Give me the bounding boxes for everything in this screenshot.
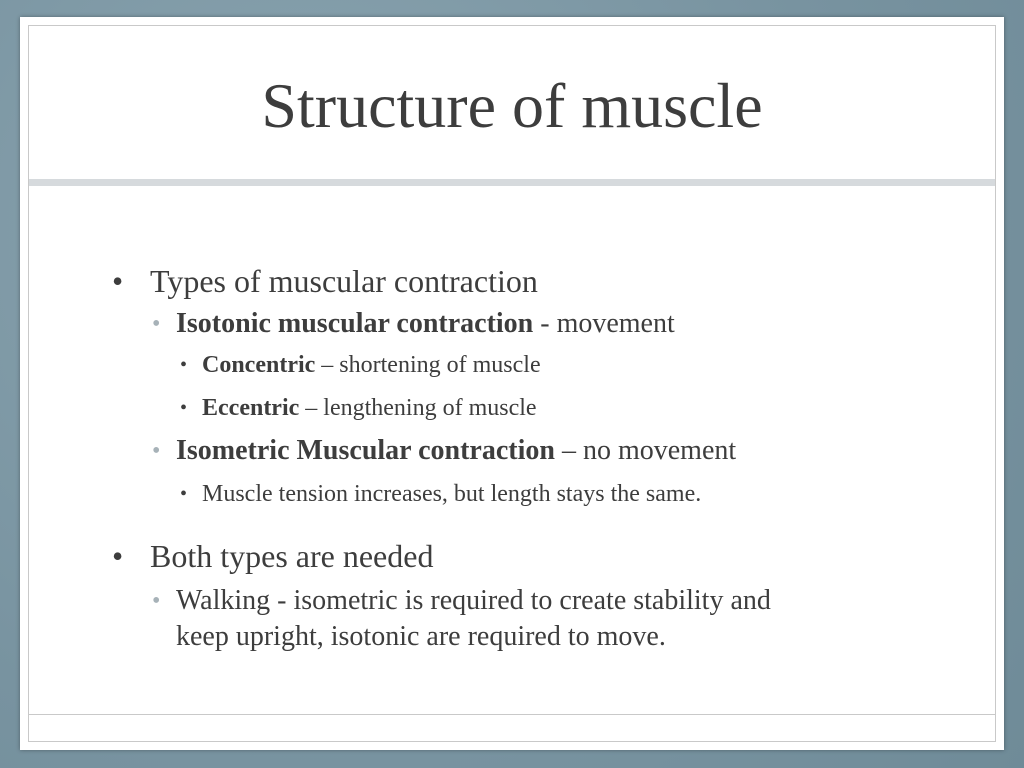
bullet-text: – no movement [554,435,737,466]
bullet-types-of-contraction [108,261,908,301]
footer-divider [29,714,995,715]
bullet-isotonic [108,306,908,342]
bullet-concentric [108,349,908,381]
bullet-icon: • [152,311,161,337]
bullet-term: Concentric [202,352,316,378]
bullet-isometric [108,433,908,469]
slide-title: Structure of muscle [261,70,763,141]
bullet-term: Eccentric [202,395,300,421]
bullet-text-line-2: keep upright, isotonic are required to move. [176,621,666,652]
bullet-text: Both types are needed [150,538,434,574]
bullet-icon: • [152,438,161,464]
bullet-term: Isometric Muscular contraction [176,435,555,466]
slide-content [108,245,908,655]
bullet-icon: • [112,538,124,574]
bullet-icon: • [180,397,188,419]
bullet-icon: • [180,354,188,376]
bullet-icon: • [152,588,161,614]
bullet-text: Types of muscular contraction [150,263,538,299]
slide [20,17,1004,750]
bullet-eccentric [108,392,908,424]
bullet-tension [108,478,908,510]
bullet-term: Isotonic muscular contraction [176,308,534,339]
bullet-text: – lengthening of muscle [299,395,537,421]
bullet-both-types [108,536,908,576]
bullet-text-line-1: Walking - isometric is required to create stability and [176,585,771,616]
title-divider [29,179,995,186]
bullet-icon: • [180,483,188,505]
bullet-text: - movement [533,308,675,339]
bullet-icon: • [112,263,124,299]
bullet-text: – shortening of muscle [315,352,541,378]
bullet-walking [108,583,908,655]
title-area [29,26,995,179]
bullet-text: Muscle tension increases, but length stays the same. [202,481,702,507]
